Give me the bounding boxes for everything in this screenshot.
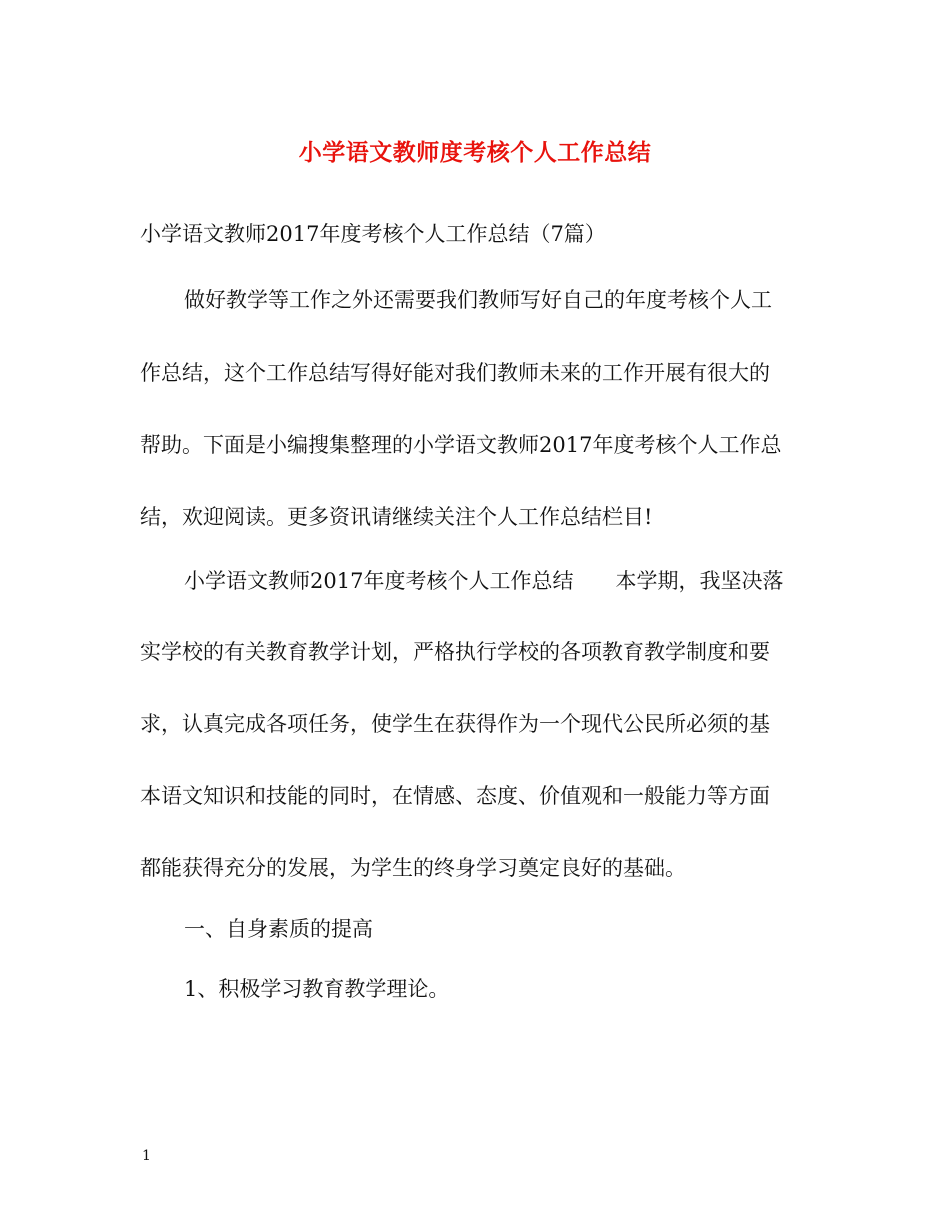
paragraph-line: 小学语文教师2017年度考核个人工作总结 本学期，我坚决落 [184,569,784,593]
section-heading: 一、自身素质的提高 [184,917,373,941]
subsection-heading: 1、积极学习教育教学理论。 [184,977,450,1001]
paragraph-line: 求，认真完成各项任务，使学生在获得作为一个现代公民所必须的基 [140,712,770,736]
document-subtitle: 小学语文教师2017年度考核个人工作总结（7篇） [140,222,606,246]
page-number: 1 [142,1148,151,1164]
paragraph-line: 都能获得充分的发展，为学生的终身学习奠定良好的基础。 [140,856,686,880]
paragraph-line: 做好教学等工作之外还需要我们教师写好自己的年度考核个人工 [184,288,772,312]
paragraph-line: 帮助。下面是小编搜集整理的小学语文教师2017年度考核个人工作总 [140,433,782,457]
paragraph-line: 本语文知识和技能的同时，在情感、态度、价值观和一般能力等方面 [140,784,770,808]
document-title: 小学语文教师度考核个人工作总结 [298,139,652,166]
paragraph-line: 实学校的有关教育教学计划，严格执行学校的各项教育教学制度和要 [140,640,770,664]
paragraph-line: 作总结，这个工作总结写得好能对我们教师未来的工作开展有很大的 [140,361,770,385]
paragraph-line: 结，欢迎阅读。更多资讯请继续关注个人工作总结栏目! [140,505,653,529]
